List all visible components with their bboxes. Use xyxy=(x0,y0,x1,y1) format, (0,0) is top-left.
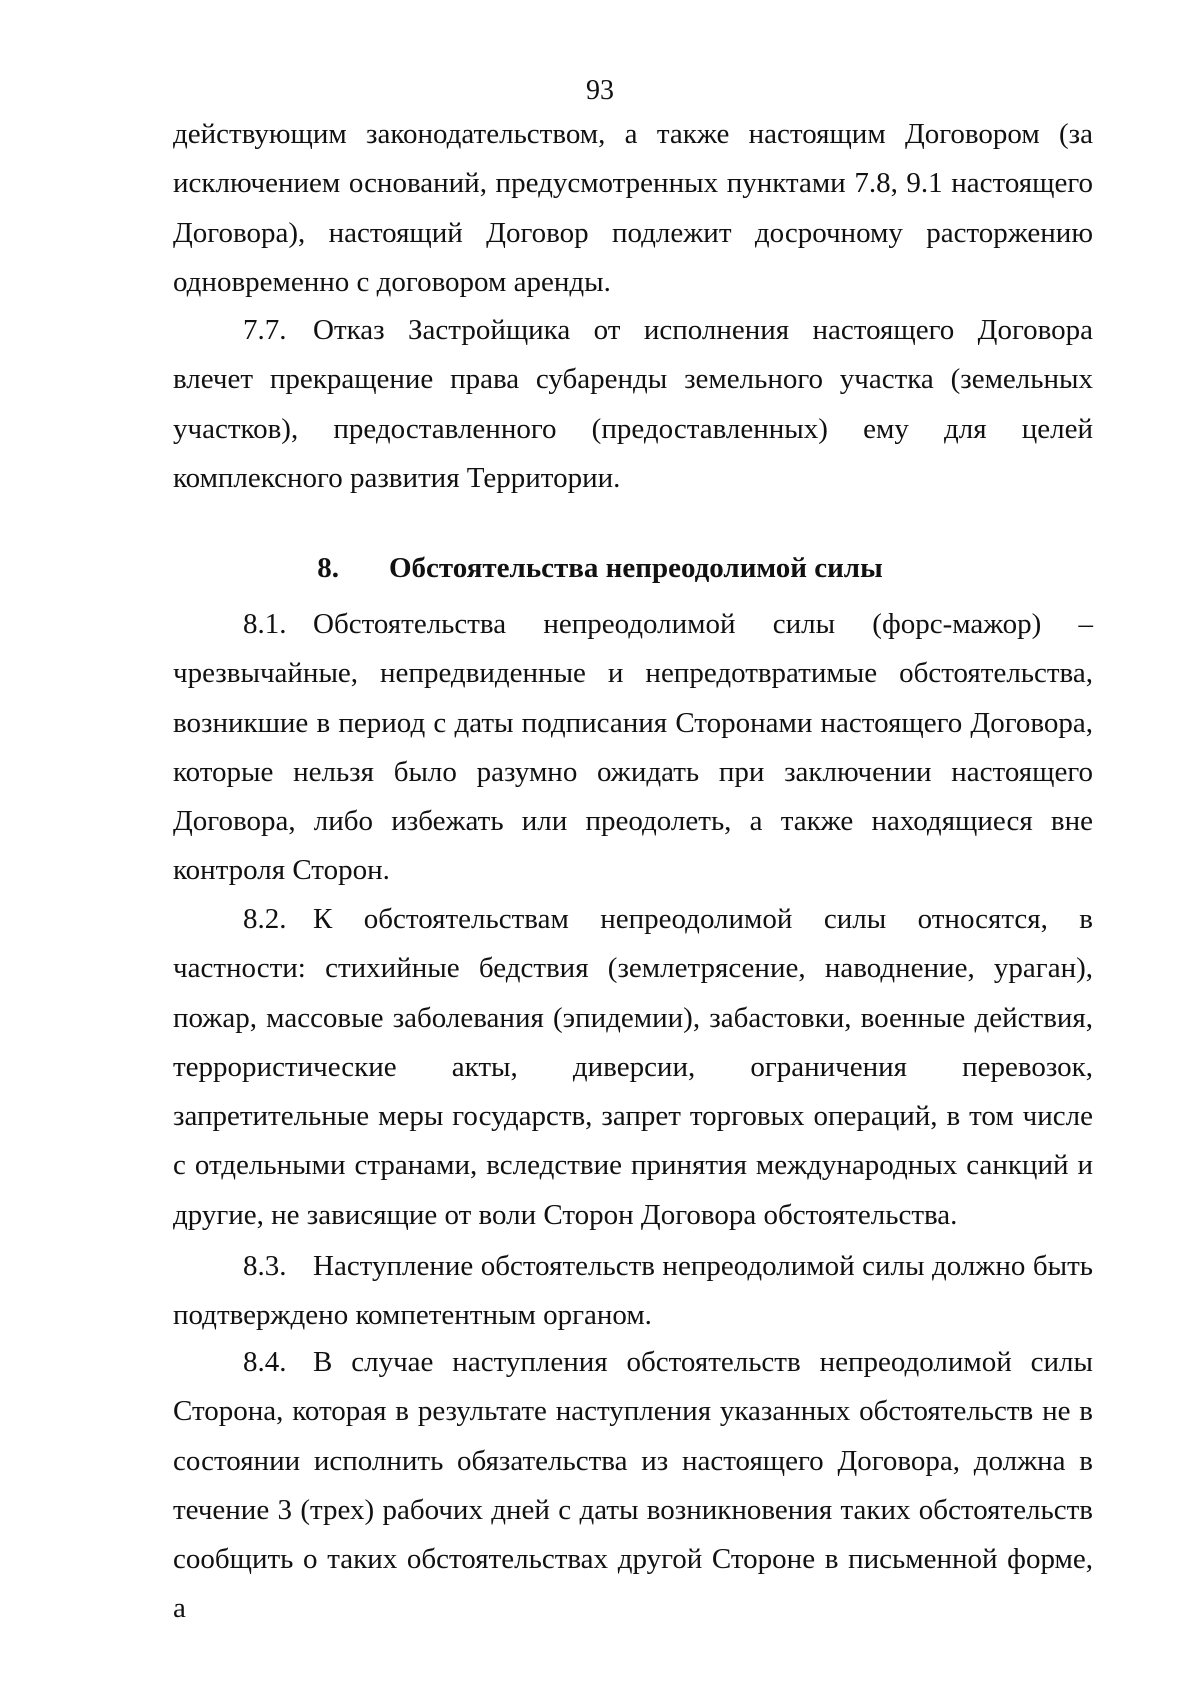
clause-8-4-number: 8.4. xyxy=(243,1346,287,1378)
clause-7-7 xyxy=(173,306,1093,503)
paragraph-continued-text: действующим законодательством, а также настоящим Договором (за исключением оснований, предусмотренных пунктами 7.8, 9.1 настоящего Договора), настоящий Договор подлежит досрочному расторжению одновременно с договором аренды. xyxy=(173,118,1093,298)
clause-8-3-number: 8.3. xyxy=(243,1250,287,1282)
clause-8-1 xyxy=(173,600,1093,896)
clause-8-2-text: К обстоятельствам непреодолимой силы относятся, в частности: стихийные бедствия (землетрясение, наводнение, ураган), пожар, массовые заболевания (эпидемии), забастовки, военные действия, террористические акты, диверсии, ограничения перевозок, запретительные меры государств, запрет торговых операций, в том числе с отдельными странами, вследствие принятия международных санкций и другие, не зависящие от воли Сторон Договора обстоятельства. xyxy=(173,903,1093,1231)
section-8-heading xyxy=(0,548,1200,588)
clause-8-3 xyxy=(173,1242,1093,1341)
clause-8-1-text: Обстоятельства непреодолимой силы (форс-мажор) – чрезвычайные, непредвиденные и непредотвратимые обстоятельства, возникшие в период с даты подписания Сторонами настоящего Договора, которые нельзя было разумно ожидать при заключении настоящего Договора, либо избежать или преодолеть, а также находящиеся вне контроля Сторон. xyxy=(173,608,1093,887)
clause-7-7-text: Отказ Застройщика от исполнения настоящего Договора влечет прекращение права субаренды земельного участка (земельных участков), предоставленного (предоставленных) ему для целей комплексного развития Территории. xyxy=(173,314,1093,494)
paragraph-continued xyxy=(173,110,1093,307)
page-number: 93 xyxy=(586,75,614,106)
section-8-title: Обстоятельства непреодолимой силы xyxy=(389,552,883,584)
clause-8-3-text: Наступление обстоятельств непреодолимой силы должно быть подтверждено компетентным органом. xyxy=(173,1250,1093,1332)
clause-8-4 xyxy=(173,1338,1093,1634)
clause-8-2 xyxy=(173,895,1093,1240)
clause-8-2-number: 8.2. xyxy=(243,903,287,935)
clause-8-1-number: 8.1. xyxy=(243,608,287,640)
clause-7-7-number: 7.7. xyxy=(243,314,287,346)
clause-8-4-text: В случае наступления обстоятельств непреодолимой силы Сторона, которая в результате наступления указанных обстоятельств не в состоянии исполнить обязательства из настоящего Договора, должна в течение 3 (трех) рабочих дней с даты возникновения таких обстоятельств сообщить о таких обстоятельствах другой Стороне в письменной форме, а xyxy=(173,1346,1093,1625)
section-8-number: 8. xyxy=(317,552,339,584)
